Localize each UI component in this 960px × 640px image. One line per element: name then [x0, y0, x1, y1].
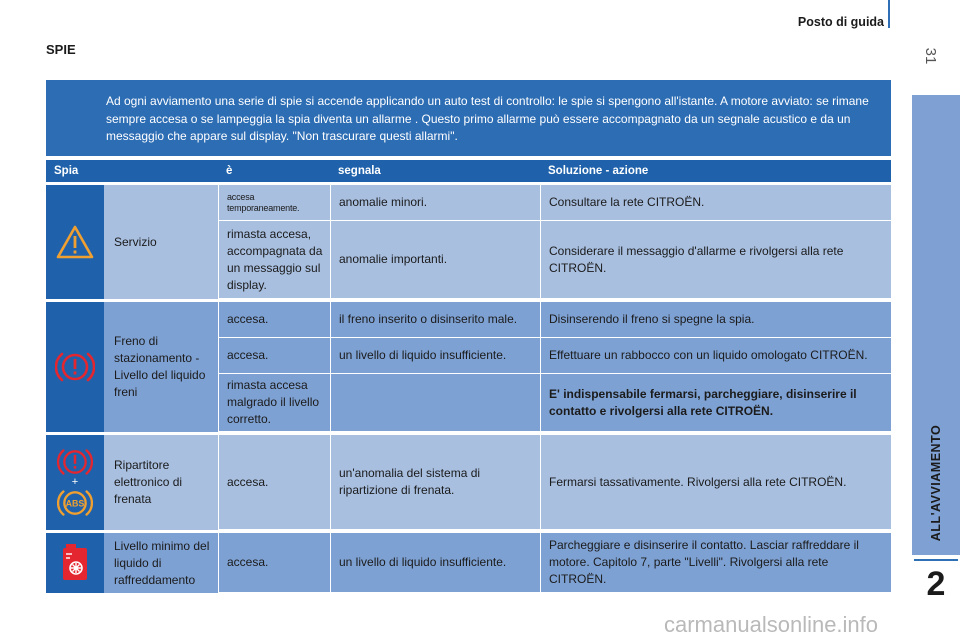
e-cell: accesa temporaneamente.	[218, 185, 330, 221]
header-spia: Spia	[54, 165, 79, 177]
icon-cell	[46, 185, 104, 299]
e-cell: accesa.	[218, 302, 330, 338]
header-title: Posto di guida	[797, 15, 884, 29]
segnala-cell: un livello di liquido insufficiente.	[330, 533, 540, 593]
brake-warning-icon	[57, 446, 93, 478]
spia-name: Livello minimo del liquido di raffreddamento	[104, 533, 218, 593]
section-title: SPIE	[46, 42, 76, 57]
segnala-cell: il freno inserito o disinserito male.	[330, 302, 540, 338]
intro-box	[46, 80, 891, 156]
chapter-number: 2	[926, 565, 946, 603]
table-header	[46, 160, 891, 182]
icon-cell	[46, 302, 104, 432]
soluzione-cell: Consultare la rete CITROËN.	[540, 185, 891, 221]
spia-name: Freno di stazionamento - Livello del liquido freni	[104, 302, 218, 432]
intro-text: Ad ogni avviamento una serie di spie si accende applicando un auto test di controllo: le spie si spengono all'istante. A motore avviato: se rimane sempre accesa o se lampeggia la spia diventa un allarme . Questo primo allarme può essere accompagnato da un segnale acustico e da un messaggio che appare sul display. "Non trascurare questi allarmi".	[106, 94, 869, 143]
segnala-cell: anomalie importanti.	[330, 221, 540, 299]
spia-name: Ripartitore elettronico di frenata	[104, 435, 218, 530]
header-segnala: segnala	[338, 165, 381, 177]
e-cell: rimasta accesa malgrado il livello corretto.	[218, 374, 330, 432]
warning-lights-table	[46, 160, 891, 593]
coolant-level-icon	[60, 543, 90, 583]
table-row-group-livello	[46, 530, 891, 593]
soluzione-cell: Parcheggiare e disinserire il contatto. Lasciar raffreddare il motore. Capitolo 7, parte "Livelli". Rivolgersi alla rete CITROËN.	[540, 533, 891, 593]
soluzione-cell: Disinserendo il freno si spegne la spia.	[540, 302, 891, 338]
soluzione-cell: E' indispensabile fermarsi, parcheggiare, disinserire il contatto e rivolgersi alla rete CITROËN.	[540, 374, 891, 432]
e-cell: rimasta accesa, accompagnata da un messaggio sul display.	[218, 221, 330, 299]
brake-warning-icon	[55, 349, 95, 385]
spia-name: Servizio	[104, 185, 218, 299]
page-number: 31	[922, 47, 939, 65]
header-soluzione: Soluzione - azione	[548, 165, 649, 177]
segnala-cell: anomalie minori.	[330, 185, 540, 221]
soluzione-cell: Effettuare un rabbocco con un liquido omologato CITROËN.	[540, 338, 891, 374]
segnala-cell: un livello di liquido insufficiente.	[330, 338, 540, 374]
icon-cell	[46, 435, 104, 530]
plus-sign: +	[71, 476, 79, 488]
chapter-separator	[914, 559, 958, 561]
header-divider	[888, 0, 890, 28]
watermark: carmanualsonline.info	[664, 612, 879, 637]
e-cell: accesa.	[218, 338, 330, 374]
chapter-label: ALL'AVVIAMENTO	[929, 424, 943, 542]
warning-triangle-icon	[56, 225, 94, 259]
segnala-cell: un'anomalia del sistema di ripartizione di frenata.	[330, 435, 540, 530]
soluzione-cell: Considerare il messaggio d'allarme e rivolgersi alla rete CITROËN.	[540, 221, 891, 299]
soluzione-cell: Fermarsi tassativamente. Rivolgersi alla rete CITROËN.	[540, 435, 891, 530]
segnala-cell	[330, 374, 540, 432]
icon-cell	[46, 533, 104, 593]
e-cell: accesa.	[218, 533, 330, 593]
abs-icon	[57, 487, 93, 519]
table-row-group-servizio	[46, 182, 891, 299]
chapter-sidebar	[912, 95, 960, 621]
abs-label: ABS	[65, 498, 85, 509]
header-e: è	[226, 165, 233, 177]
table-row-group-ripartitore	[46, 432, 891, 530]
table-row-group-freno	[46, 299, 891, 432]
e-cell: accesa.	[218, 435, 330, 530]
